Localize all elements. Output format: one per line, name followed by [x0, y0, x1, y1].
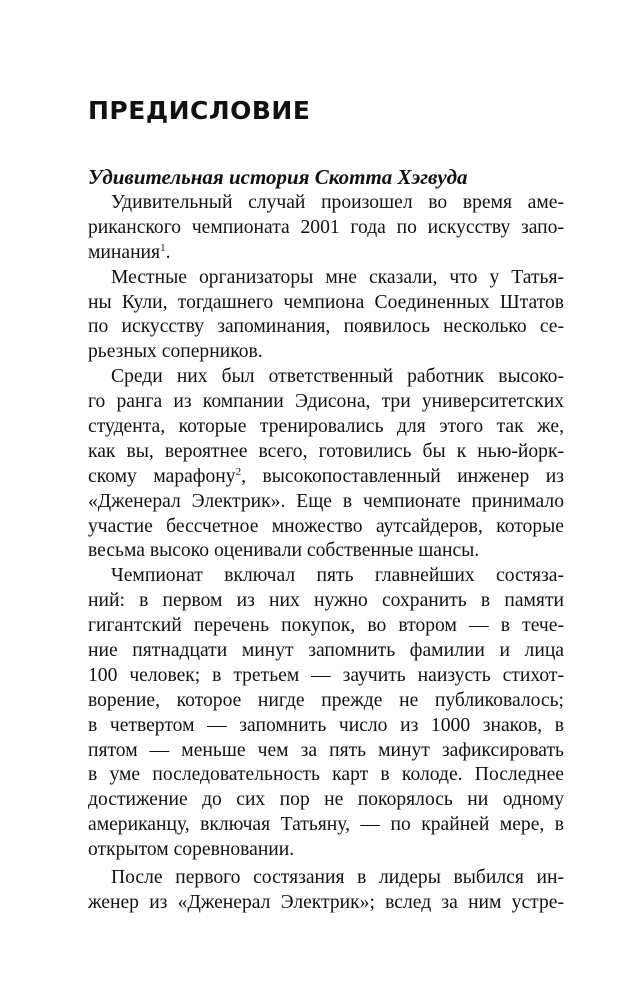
text-line: гигантский перечень покупок, во втором — в тече- [88, 615, 564, 637]
text-line: ние пятнадцати минут запомнить фамилии и лица [88, 640, 564, 662]
text-line: 100 человек; в третьем — заучить наизусть стихот- [88, 664, 564, 686]
text-line: Чемпионат включал пять главнейших состяза- [111, 565, 564, 587]
text-line: американцу, включая Татьяну, — по крайней мере, в [88, 814, 564, 836]
text-line: женер из «Дженерал Электрик»; вслед за ним устре- [88, 891, 564, 913]
text-line: открытом соревновании. [88, 839, 295, 861]
paragraph-3 [88, 365, 564, 564]
text-line: риканского чемпионата 2001 года по искусству запо- [88, 216, 564, 238]
text-fragment: . [165, 241, 171, 263]
text-line: как вы, вероятнее всего, готовились бы к нью-йорк- [88, 440, 564, 462]
paragraph-1 [88, 191, 564, 266]
text-line [88, 465, 564, 490]
text-line: весьма высоко оценивали собственные шансы. [88, 540, 480, 562]
text-line: участие бессчетное множество аутсайдеров, которые [88, 515, 564, 537]
paragraph-5 [88, 866, 564, 916]
text-line: Среди них был ответственный работник высоко- [111, 366, 564, 388]
text-fragment: скому марафону [88, 465, 236, 487]
text-fragment: , высокопоставленный инженер из [241, 465, 564, 487]
paragraph-2 [88, 266, 564, 366]
text-line [88, 241, 564, 266]
text-line: рьезных соперников. [88, 341, 263, 363]
text-line: в четвертом — запомнить число из 1000 знаков, в [88, 714, 564, 736]
text-line: пятом — меньше чем за пять минут зафиксировать [88, 739, 564, 761]
section-heading: Удивительная история Скотта Хэгвуда [88, 165, 468, 189]
text-line: «Дженерал Электрик». Еще в чемпионате принимало [88, 490, 564, 512]
text-line: Местные организаторы мне сказали, что у Татья- [111, 266, 564, 288]
body-text [88, 191, 564, 916]
text-line: го ранга из компании Эдисона, три университетских [88, 391, 564, 413]
text-line: Удивительный случай произошел во время аме- [111, 192, 564, 213]
footnote-mark: 2 [235, 465, 242, 478]
text-line: ворение, которое нигде прежде не публиковалось; [88, 689, 564, 711]
text-line: в уме последовательность карт в колоде. Последнее [88, 764, 564, 786]
paragraph-4 [88, 564, 564, 863]
text-line: студента, которые тренировались для этого так же, [88, 416, 564, 438]
text-line: ны Кули, тогдашнего чемпиона Соединенных Штатов [88, 291, 564, 313]
text-fragment: минания [88, 241, 161, 263]
text-line: достижение до сих пор не покорялось ни одному [88, 789, 564, 811]
text-line: по искусству запоминания, появилось несколько се- [88, 316, 564, 338]
text-line: ний: в первом из них нужно сохранить в памяти [88, 590, 564, 612]
text-line: После первого состязания в лидеры выбился ин- [111, 867, 564, 889]
chapter-title: ПРЕДИСЛОВИЕ [88, 96, 311, 125]
footnote-mark: 1 [160, 241, 166, 254]
